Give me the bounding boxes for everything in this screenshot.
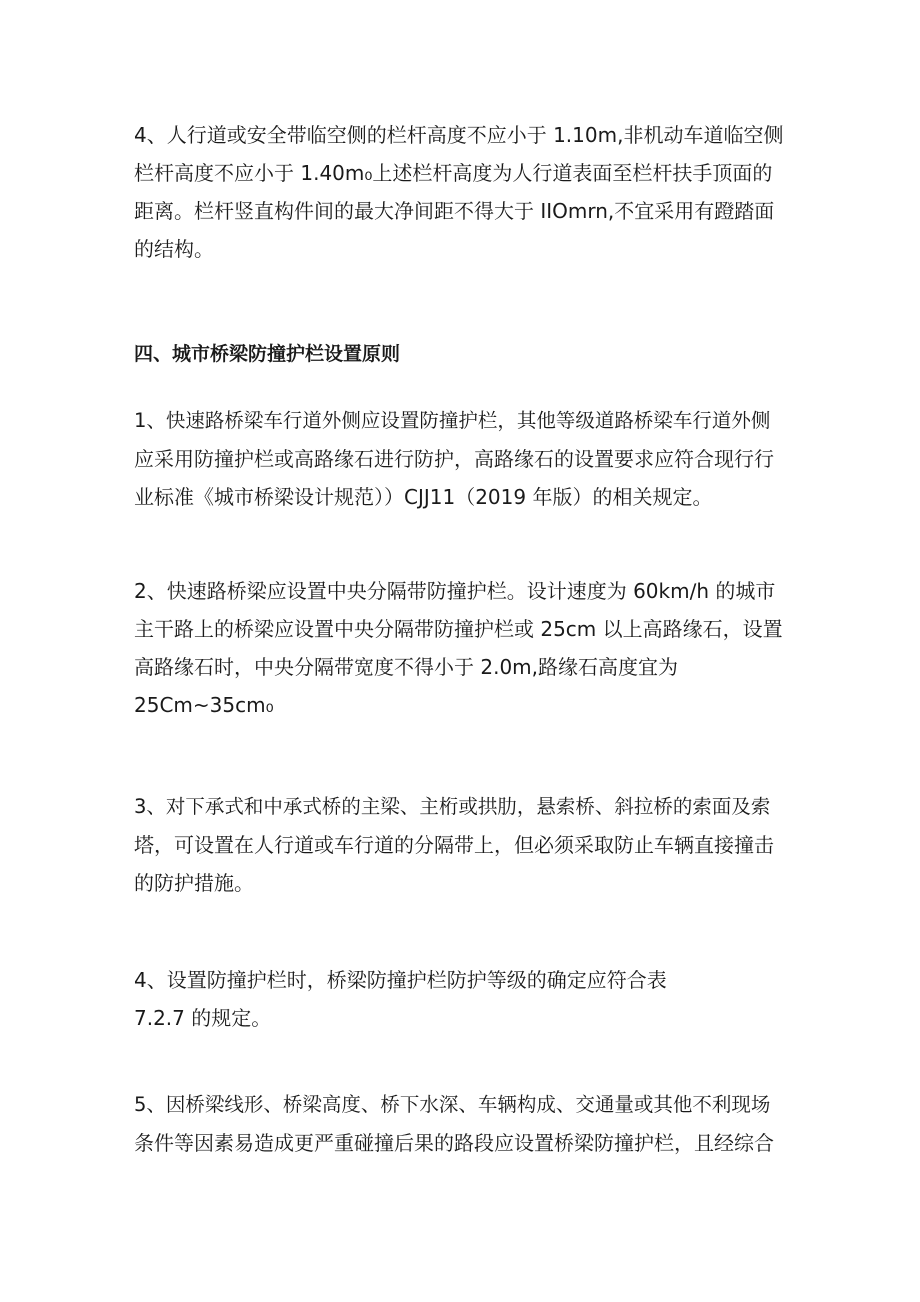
- text-line: 栏杆高度不应小于 1.40m₀上述栏杆高度为人行道表面至栏杆扶手顶面的: [134, 161, 773, 185]
- text-line: 业标准《城市桥梁设计规范））CJJ11（2019 年版）的相关规定。: [134, 485, 713, 509]
- text-line: 高路缘石时，中央分隔带宽度不得小于 2.0m,路缘石高度宜为: [134, 655, 679, 679]
- paragraph-item-3: [134, 788, 784, 902]
- text-line: 5、因桥梁线形、桥梁高度、桥下水深、车辆构成、交通量或其他不利现场: [134, 1093, 771, 1116]
- text-line: 的结构。: [134, 237, 214, 261]
- text-line: 25Cm~35cm₀: [134, 693, 274, 717]
- text-line: 条件等因素易造成更严重碰撞后果的路段应设置桥梁防撞护栏，且经综合: [134, 1131, 774, 1155]
- text-line: 3、对下承式和中承式桥的主梁、主桁或拱肋，悬索桥、斜拉桥的索面及索: [134, 795, 771, 818]
- text-line: 1、快速路桥梁车行道外侧应设置防撞护栏，其他等级道路桥梁车行道外侧: [134, 409, 771, 432]
- text-line: 4、人行道或安全带临空侧的栏杆高度不应小于 1.10m,非机动车道临空侧: [134, 123, 784, 147]
- text-line: 塔，可设置在人行道或车行道的分隔带上，但必须采取防止车辆直接撞击: [134, 833, 774, 857]
- paragraph-item-5: [134, 1086, 784, 1162]
- paragraph-item-1: [134, 402, 784, 516]
- section-heading-text: 四、城市桥梁防撞护栏设置原则: [134, 343, 401, 365]
- paragraph-item-4: [134, 961, 784, 1037]
- text-line: 的防护措施。: [134, 871, 254, 895]
- paragraph-railing-height: [134, 116, 784, 268]
- text-line: 2、快速路桥梁应设置中央分隔带防撞护栏。设计速度为 60km∕h 的城市: [134, 579, 776, 603]
- text-line: 7.2.7 的规定。: [134, 1006, 272, 1030]
- paragraph-item-2: [134, 572, 784, 724]
- text-line: 4、设置防撞护栏时，桥梁防撞护栏防护等级的确定应符合表: [134, 968, 667, 992]
- text-line: 应采用防撞护栏或高路缘石进行防护，高路缘石的设置要求应符合现行行: [134, 447, 774, 471]
- text-line: 距离。栏杆竖直构件间的最大净间距不得大于 IIOmrn,不宜采用有蹬踏面: [134, 199, 775, 223]
- text-line: 主干路上的桥梁应设置中央分隔带防撞护栏或 25cm 以上高路缘石，设置: [134, 617, 783, 641]
- section-heading: [134, 335, 784, 373]
